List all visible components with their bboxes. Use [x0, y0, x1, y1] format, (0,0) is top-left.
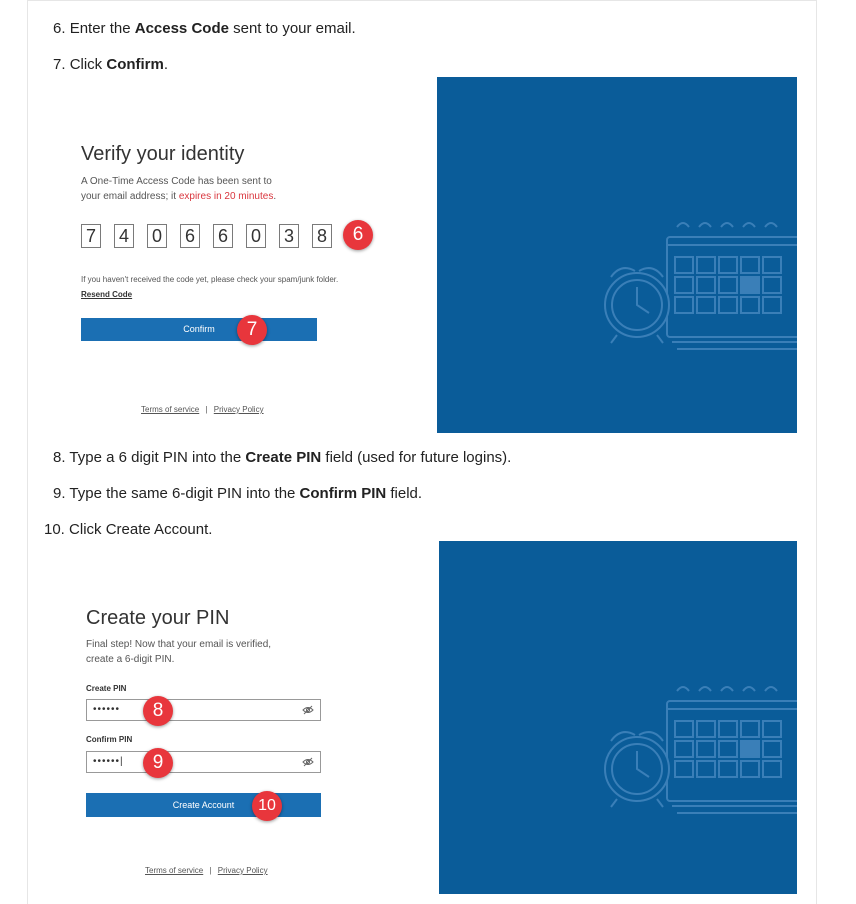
- verify-title: Verify your identity: [81, 143, 245, 165]
- pin-form-panel: [49, 541, 439, 894]
- callout-badge-7: 7: [237, 315, 267, 345]
- callout-badge-6: 6: [343, 220, 373, 250]
- pin-subtitle: Final step! Now that your email is verified, create a 6-digit PIN.: [86, 639, 272, 665]
- privacy-link[interactable]: Privacy Policy: [217, 866, 268, 875]
- step-9: 9. Type the same 6-digit PIN into the Confirm PIN field.: [53, 485, 423, 502]
- verify-subtitle: A One-Time Access Code has been sent to your email address; it expires in 20 minutes.: [81, 176, 277, 202]
- code-digit-1[interactable]: 7: [81, 224, 101, 248]
- eye-slash-icon[interactable]: [302, 705, 314, 715]
- eye-slash-icon[interactable]: [302, 757, 314, 767]
- verify-footer: Terms of service | Privacy Policy: [141, 405, 264, 414]
- resend-code-link[interactable]: Resend Code: [81, 290, 133, 299]
- terms-link[interactable]: Terms of service: [141, 405, 200, 414]
- code-digit-7[interactable]: 3: [279, 224, 299, 248]
- callout-badge-9: 9: [143, 748, 173, 778]
- pin-screenshot: [49, 541, 797, 894]
- spam-help-text: If you haven't received the code yet, please check your spam/junk folder.: [81, 275, 339, 284]
- verify-form-panel: [49, 77, 437, 433]
- confirm-pin-input[interactable]: ••••••|: [86, 751, 321, 773]
- code-digit-2[interactable]: 4: [114, 224, 134, 248]
- code-digit-6[interactable]: 0: [246, 224, 266, 248]
- calendar-clock-illustration: [597, 217, 797, 367]
- step-8: 8. Type a 6 digit PIN into the Create PIN field (used for future logins).: [53, 449, 512, 466]
- step-7: 7. Click Confirm.: [53, 56, 169, 73]
- code-digit-4[interactable]: 6: [180, 224, 200, 248]
- pin-footer: Terms of service | Privacy Policy: [145, 866, 268, 875]
- document-container: [27, 0, 817, 904]
- code-digit-5[interactable]: 6: [213, 224, 233, 248]
- callout-badge-10: 10: [252, 791, 282, 821]
- create-pin-input[interactable]: ••••••: [86, 699, 321, 721]
- pin-illustration-panel: [439, 541, 797, 894]
- verify-screenshot: [49, 77, 797, 433]
- verify-illustration-panel: [437, 77, 797, 433]
- confirm-pin-label: Confirm PIN: [86, 735, 133, 744]
- step-10: 10. Click Create Account.: [44, 521, 213, 538]
- code-digit-8[interactable]: 8: [312, 224, 332, 248]
- code-inputs: [81, 224, 327, 248]
- create-pin-label: Create PIN: [86, 684, 127, 693]
- terms-link[interactable]: Terms of service: [145, 866, 204, 875]
- calendar-clock-illustration: [597, 681, 797, 831]
- code-digit-3[interactable]: 0: [147, 224, 167, 248]
- privacy-link[interactable]: Privacy Policy: [213, 405, 264, 414]
- pin-title: Create your PIN: [86, 607, 230, 629]
- step-6: 6. Enter the Access Code sent to your email.: [53, 20, 356, 37]
- confirm-button[interactable]: Confirm: [81, 318, 317, 341]
- callout-badge-8: 8: [143, 696, 173, 726]
- create-account-button[interactable]: Create Account: [86, 793, 321, 817]
